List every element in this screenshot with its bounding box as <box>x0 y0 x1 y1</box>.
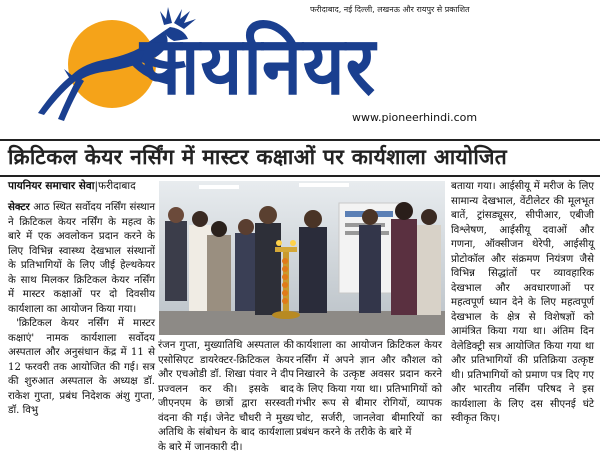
masthead <box>0 0 600 135</box>
article-column-1 <box>8 200 155 419</box>
byline <box>8 179 136 193</box>
byline-separator: | <box>94 180 98 192</box>
edition-line: फरीदाबाद, नई दिल्ली, लखनऊ और रायपुर से प्रकाशित <box>310 5 470 14</box>
paragraph-1-text: आठ स्थित सर्वोदय नर्सिंग संस्थान ने क्रिटिकल केयर नर्सिंग के महत्व के बारे में एक अवलोकन प्रदान करने के लिए विभिन्न स्वास्थ्य देखभाल संस्थानों के प्रतिभागियों के लिए जीई हेल्थकेयर के साथ मिलकर क्रिटिकल केयर नर्सिंग में मास्टर कक्षाओं पर दो दिवसीय कार्यशाला का आयोजन किया गया। <box>8 202 155 315</box>
article-headline: क्रिटिकल केयर नर्सिंग में मास्टर कक्षाओं पर कार्यशाला आयोजित <box>8 144 507 169</box>
byline-place: फरीदाबाद <box>98 180 136 192</box>
website-url: www.pioneerhindi.com <box>352 111 478 124</box>
newspaper-title: पायनियर <box>140 17 377 113</box>
article-column-4: बताया गया। आईसीयू में मरीज के लिए सामान्य देखभाल, वेंटीलेटर की मूलभूत बातें, ट्रांसड्यूसर, सीपीआर, एबीजी विश्लेषण, आईसीयू दवाओं और गणना, ऑक्सीजन थेरेपी, आईसीयू प्रोटोकॉल और संक्रमण नियंत्रण जैसे विभिन्न सिद्धांतों पर व्यावहारिक देखभाल और अवधारणाओं पर महत्वपूर्ण ध्यान देने के लिए महत्वपूर्ण देखभाल के क्षेत्र से विशेषज्ञों को आमंत्रित किया गया था। अंतिम दिन वेलेडिक्ट्री सत्र आयोजित किया गया था और प्रतिभागियों की प्रतिक्रिया उत्कृष्ट थी। प्रतिभागियों को प्रमाण पत्र दिए गए और भारतीय नर्सिंग परिषद ने इस कार्यशाला के लिए दस सीएनई घंटे स्वीकृत किए। <box>451 181 594 424</box>
article-column-3: कार्यशाला का आयोजन क्रिटिकल केयर नर्सिंग में अपने ज्ञान और कौशल को निखारने के उत्कृष्ट अवसर प्रदान करने के लिए किया गया था। प्रतिभागियों को गंभीर रूप से बीमार रोगियों, व्यापक चोट, सर्जरी, जानलेवा बीमारियों का प्रबंधन करने के तरीके के बारे में <box>296 340 442 438</box>
event-photo <box>159 181 445 335</box>
byline-source: पायनियर समाचार सेवा <box>8 180 95 192</box>
lamp-lighting-photo-icon <box>159 181 445 335</box>
lead-word: सेक्टर <box>8 201 30 213</box>
article-column-2: रंजन गुप्ता, मुख्यातिथि अस्पताल की एसोसिएट डायरेक्टर-क्रिटिकल केयर और एचओडी डॉ. शिखा पंवार ने दीप प्रज्वलन कर की। इसके बाद जीएनएम के छात्रों द्वारा सरस्वती वंदना की गई। जेनेट चौधरी ने मुख्य अतिथि के संबोधन के बाद कार्यशाला के बारे में जानकारी दी। <box>158 340 294 453</box>
paragraph-2-text: 'क्रिटिकल केयर नर्सिंग में मास्टर कक्षाएं' नामक कार्यशाला सर्वोदय अस्पताल और अनुसंधान केंद्र में 11 से 12 फरवरी तक आयोजित की गई। सत्र की शुरुआत अस्पताल के अध्यक्ष डॉ. राकेश गुप्ता, प्रबंध निदेशक अंशु गुप्ता, डॉ. विभु <box>8 318 155 416</box>
